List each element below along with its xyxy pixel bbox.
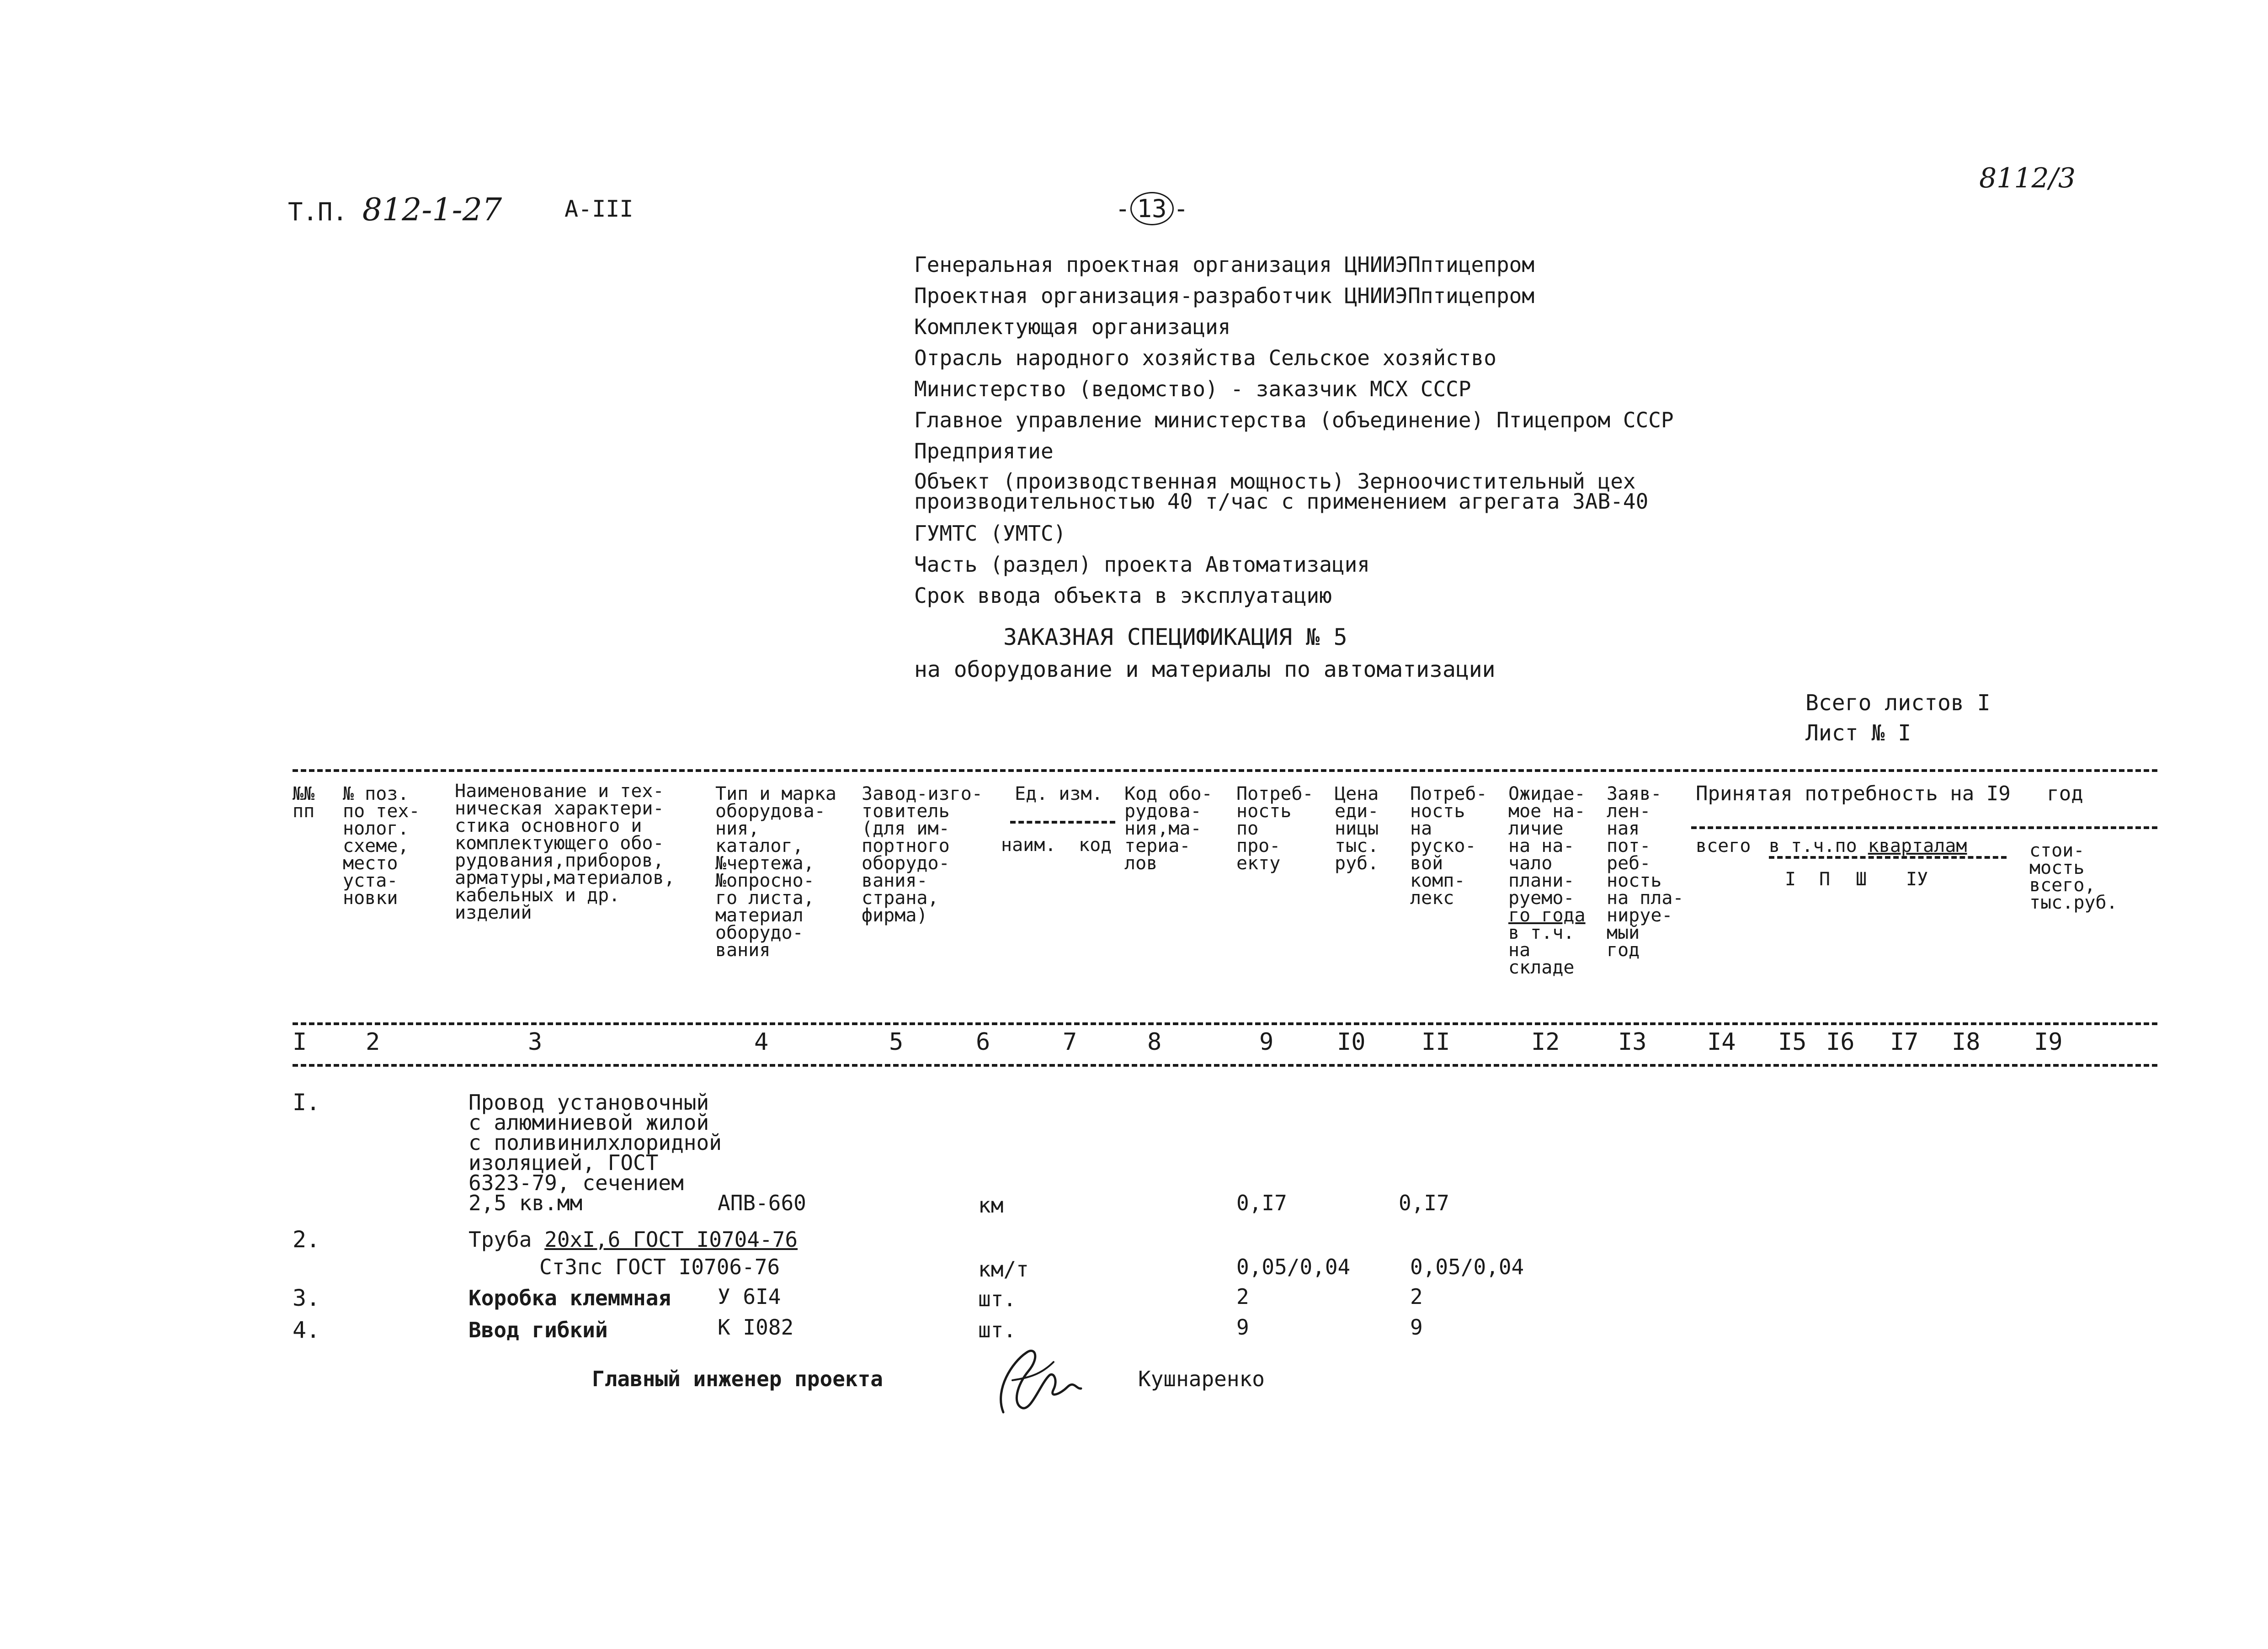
info-line: Комплектующая организация [914, 314, 1231, 339]
row-startup-need: 2 [1410, 1284, 1423, 1309]
header-manufacturer: Завод-изго- товитель (для им- портного оборудо- вания- страна, фирма) [862, 783, 983, 926]
info-line: Министерство (ведомство) - заказчик МСХ СССР [914, 377, 1471, 401]
header-unit-group: Ед. изм. [1015, 783, 1103, 804]
chief-engineer-title: Главный инженер проекта [592, 1367, 883, 1391]
row-project-need: 2 [1236, 1284, 1249, 1309]
column-number: 2 [366, 1028, 380, 1056]
info-line: Проектная организация-разработчик ЦНИИЭПптицепром [914, 283, 1535, 308]
header-by-quarters: в т.ч.по кварталам [1769, 835, 1967, 856]
column-number: I3 [1618, 1028, 1647, 1056]
column-number: I9 [2034, 1028, 2063, 1056]
header-quarter-1: I [1785, 869, 1796, 890]
info-line: производительностью 40 т/час с применением агрегата ЗАВ-40 [914, 489, 1649, 514]
header-row-number: №№ пп [293, 783, 315, 822]
chief-engineer-name: Кушнаренко [1138, 1367, 1265, 1391]
row-unit: шт. [978, 1318, 1017, 1342]
row-unit: км/т [978, 1257, 1029, 1282]
spec-title: ЗАКАЗНАЯ СПЕЦИФИКАЦИЯ № 5 [1003, 624, 1347, 650]
accepted-rule [1691, 826, 2157, 829]
column-number: 3 [528, 1028, 543, 1056]
page-number: - 13 - [1115, 192, 1188, 225]
header-startup-need: Потреб- ность на pуско- вой комп- лекс [1410, 783, 1487, 909]
row-type: У 6I4 [718, 1284, 781, 1309]
column-number: I6 [1826, 1028, 1855, 1056]
spec-subtitle: на оборудование и материалы по автоматизации [914, 657, 1496, 682]
row-startup-need: 0,05/0,04 [1410, 1255, 1524, 1279]
column-numbers-rule [293, 1064, 2157, 1067]
total-sheets: Всего листов І [1805, 690, 1991, 716]
header-name: Наименование и тех- ническая характери- стика основного и комплектующего обо- рудования,приборов, арматуры,материалов, кабельных и др. изделий [455, 781, 675, 923]
info-line: Генеральная проектная организация ЦНИИЭПптицепром [914, 252, 1535, 277]
sheet-number: Лист № І [1805, 720, 1911, 746]
header-quarter-2: П [1819, 869, 1831, 890]
info-line: Объект (производственная мощность) Зерноочистительный цех [914, 469, 1636, 494]
signature-mark [985, 1335, 1090, 1426]
column-number: I8 [1952, 1028, 1981, 1056]
row-project-need: 0,05/0,04 [1236, 1255, 1351, 1279]
header-type: Тип и марка оборудова- ния, каталог, №чертежа, №опросно- го листа, материал оборудо- вания [715, 783, 836, 961]
row-name: Ввод гибкий [469, 1318, 608, 1342]
row-startup-need: 9 [1410, 1315, 1423, 1340]
row-unit: шт. [978, 1287, 1017, 1311]
header-total: всего [1696, 835, 1751, 856]
row-name: Провод установочный с алюминиевой жилой с поливинилхлоридной изоляцией, ГОСТ 6323-79, сечением 2,5 кв.мм [469, 1090, 722, 1215]
info-line: Предприятие [914, 439, 1054, 463]
table-top-rule [293, 769, 2157, 772]
column-number: 5 [889, 1028, 904, 1056]
row-project-need: 0,I7 [1236, 1191, 1287, 1215]
header-position: № поз. по тех- нолог. схеме, место уста- новки [343, 783, 420, 909]
header-bottom-rule [293, 1022, 2157, 1025]
column-number: I0 [1337, 1028, 1366, 1056]
header-accepted-need: Принятая потребность на І9 год [1696, 782, 2083, 805]
doc-prefix: Т.П. [288, 197, 348, 226]
row-name: Труба 20хI,6 ГОСТ I0704-76 [469, 1227, 798, 1252]
row-startup-need: 0,I7 [1399, 1191, 1449, 1215]
info-line: ГУМТС (УМТС) [914, 521, 1066, 546]
document-code [288, 192, 502, 228]
page-number-value: 13 [1130, 192, 1174, 225]
column-number: 8 [1147, 1028, 1162, 1056]
row-number: 2. [293, 1226, 320, 1253]
unit-group-rule [1010, 821, 1115, 824]
row-number: 3. [293, 1285, 320, 1311]
header-project-need: Потреб- ность по про- екту [1236, 783, 1314, 874]
header-declared-need: Заяв- лен- ная пот- реб- ность на пла- нируе- мый год [1607, 783, 1684, 961]
column-number: I [293, 1028, 307, 1056]
header-unit-price: Цена еди- ницы тыс. руб. [1335, 783, 1379, 874]
info-line: Отрасль народного хозяйства Сельское хозяйство [914, 346, 1496, 370]
sheet-info [1805, 688, 1991, 748]
header-quarter-4: IУ [1906, 869, 1928, 890]
column-number: I2 [1531, 1028, 1560, 1056]
row-number: 4. [293, 1317, 320, 1343]
row-number: I. [293, 1089, 320, 1116]
row-name: Коробка клеммная [469, 1286, 671, 1310]
row-type: К I082 [718, 1315, 794, 1340]
info-block [914, 249, 1674, 611]
column-number: II [1421, 1028, 1450, 1056]
header-expected-stock-year: го года [1508, 905, 1586, 926]
row-type: Ст3пс ГОСТ I0706-76 [539, 1255, 780, 1279]
info-line: Часть (раздел) проекта Автоматизация [914, 552, 1370, 577]
header-expected-stock: Ожидае- мое на- личие на на- чало плани- руемо- го года в т.ч. на складе [1508, 783, 1586, 978]
album-code: А-ІІІ [564, 196, 634, 222]
header-expected-stock-warehouse: в т.ч. на складе [1508, 922, 1575, 978]
info-line: Главное управление министерства (объединение) Птицепром СССР [914, 408, 1674, 432]
column-number: 4 [754, 1028, 769, 1056]
header-quarter-3: Ш [1856, 869, 1867, 890]
header-unit-code: код [1079, 835, 1112, 856]
doc-number: 812-1-27 [362, 192, 502, 228]
info-line: Срок ввода объекта в эксплуатацию [914, 583, 1332, 608]
header-unit-name: наим. [1001, 835, 1056, 856]
header-equipment-code: Код обо- рудова- ния,ма- териа- лов [1124, 783, 1213, 874]
column-number: I5 [1778, 1028, 1807, 1056]
column-number: I7 [1890, 1028, 1919, 1056]
column-number: 6 [976, 1028, 990, 1056]
row-type: АПВ-660 [718, 1191, 806, 1215]
header-cost: стои- мость всего, тыс.руб. [2029, 840, 2118, 913]
column-number: 9 [1259, 1028, 1274, 1056]
corner-code: 8112/3 [1979, 162, 2076, 194]
column-number: I4 [1707, 1028, 1736, 1056]
column-number: 7 [1063, 1028, 1077, 1056]
row-unit: км [978, 1193, 1004, 1218]
row-project-need: 9 [1236, 1315, 1249, 1340]
